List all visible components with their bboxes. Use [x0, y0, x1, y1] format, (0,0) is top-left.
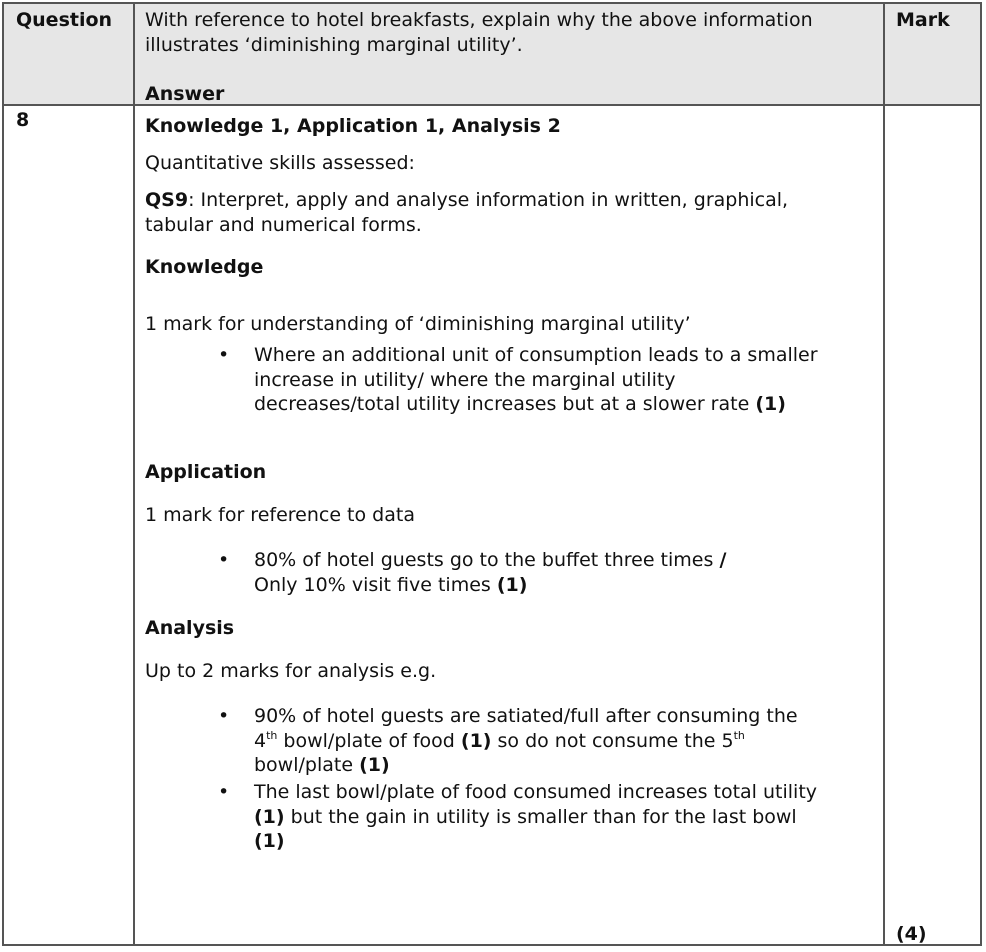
prompt-line-1: With reference to hotel breakfasts, explain why the above information [145, 9, 813, 31]
qs-code: QS9 [145, 189, 189, 211]
analysis-intro: Up to 2 marks for analysis e.g. [145, 660, 437, 682]
bullet-icon: • [218, 549, 230, 571]
bullet-icon: • [218, 705, 230, 727]
knowledge-bullet-line-2: increase in utility/ where the marginal utility [254, 369, 676, 391]
analysis-bullet-1-line-3: bowl/plate (1) [254, 754, 390, 776]
column-divider-2 [883, 2, 885, 946]
table-border-bottom [2, 944, 982, 946]
application-heading: Application [145, 461, 267, 483]
table-border-top [2, 2, 982, 4]
analysis-bullet-2-line-2: (1) but the gain in utility is smaller than for the last bowl [254, 806, 797, 828]
question-header: Question [16, 9, 113, 31]
question-number: 8 [16, 109, 30, 131]
application-intro: 1 mark for reference to data [145, 504, 415, 526]
bullet-icon: • [218, 781, 230, 803]
knowledge-heading: Knowledge [145, 256, 264, 278]
application-bullet-line-2: Only 10% visit five times (1) [254, 574, 528, 596]
table-border-right [980, 2, 982, 946]
application-bullet-line-1: 80% of hotel guests go to the buffet three times / [254, 549, 727, 571]
qs-intro: Quantitative skills assessed: [145, 152, 415, 174]
bullet-icon: • [218, 344, 230, 366]
prompt-line-2: illustrates ‘diminishing marginal utility’. [145, 34, 523, 56]
qs-description-line-1: QS9: Interpret, apply and analyse information in written, graphical, [145, 189, 789, 211]
answer-header: Answer [145, 83, 225, 105]
total-mark: (4) [896, 923, 927, 945]
analysis-bullet-1-line-2: 4th bowl/plate of food (1) so do not consume the 5th [254, 729, 745, 752]
knowledge-bullet-line-3: decreases/total utility increases but at a slower rate (1) [254, 393, 786, 415]
mark-header: Mark [896, 9, 950, 31]
column-divider-1 [133, 2, 135, 946]
mark-allocation: Knowledge 1, Application 1, Analysis 2 [145, 115, 561, 137]
analysis-bullet-1-line-1: 90% of hotel guests are satiated/full after consuming the [254, 705, 798, 727]
qs-description-line-2: tabular and numerical forms. [145, 214, 422, 236]
knowledge-bullet-line-1: Where an additional unit of consumption leads to a smaller [254, 344, 818, 366]
analysis-heading: Analysis [145, 617, 235, 639]
knowledge-intro: 1 mark for understanding of ‘diminishing marginal utility’ [145, 313, 691, 335]
table-border-left [2, 2, 4, 946]
analysis-bullet-2-line-1: The last bowl/plate of food consumed increases total utility [254, 781, 818, 803]
analysis-bullet-2-line-3: (1) [254, 830, 285, 852]
